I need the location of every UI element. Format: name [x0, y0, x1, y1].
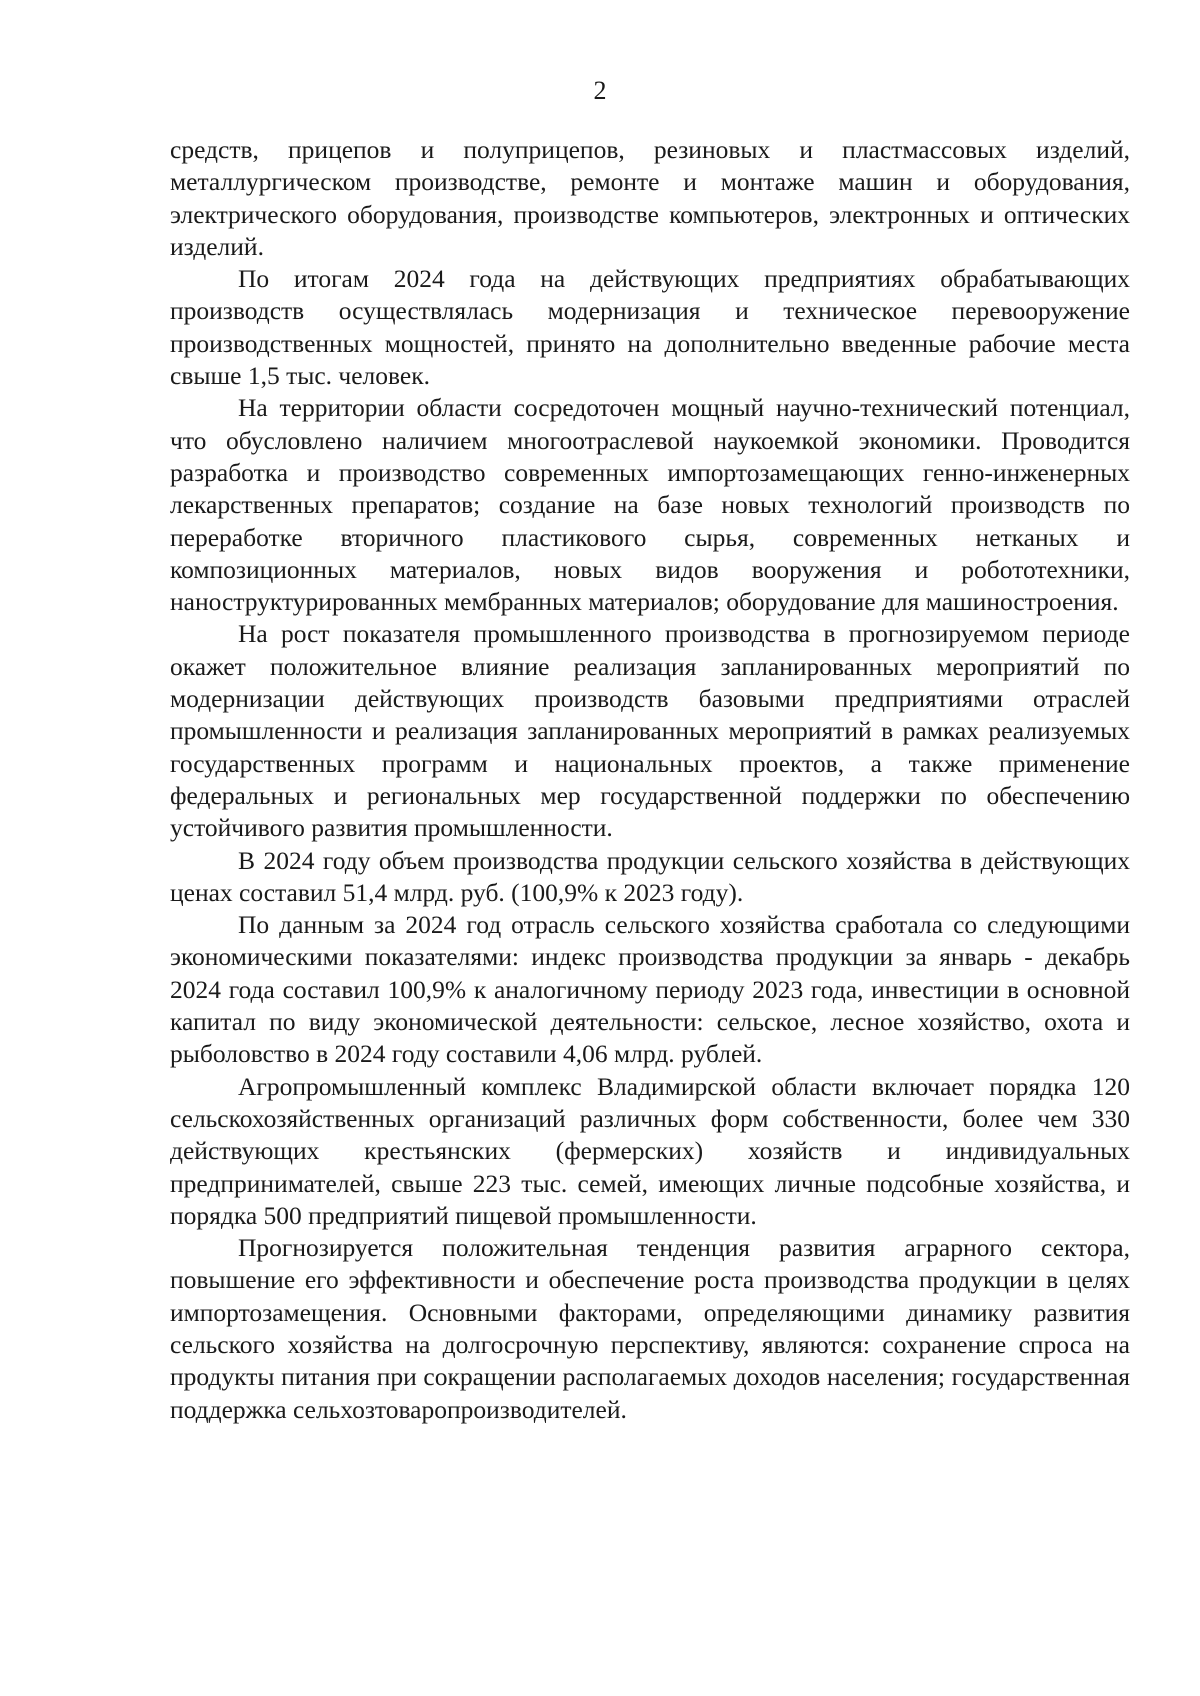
- paragraph-agriculture-indicators: По данным за 2024 год отрасль сельского хозяйства сработала со следующими экономическими показателями: индекс производства продукции за январь - декабрь 2024 года составил 100,9% к аналогичному периоду 2023 года, инвестиции в основной капитал по виду экономической деятельности: сельское, лесное хозяйство, охота и рыболовство в 2024 году составили 4,06 млрд. рублей.: [170, 910, 1130, 1069]
- paragraph-agrarian-forecast: Прогнозируется положительная тенденция развития аграрного сектора, повышение его эффективности и обеспечение роста производства продукции в целях импортозамещения. Основными факторами, определяющими динамику развития сельского хозяйства на долгосрочную перспективу, являются: сохранение спроса на продукты питания при сокращении располагаемых доходов населения; государственная поддержка сельхозтоваропроизводителей.: [170, 1233, 1130, 1424]
- paragraph-agriculture-output: В 2024 году объем производства продукции сельского хозяйства в действующих ценах составил 51,4 млрд. руб. (100,9% к 2023 году).: [170, 845, 1130, 907]
- document-body: [170, 134, 1130, 1426]
- paragraph-industrial-growth: На рост показателя промышленного производства в прогнозируемом периоде окажет положительное влияние реализация запланированных мероприятий по модернизации действующих производств базовыми предприятиями отраслей промышленности и реализация запланированных мероприятий в рамках реализуемых государственных программ и национальных проектов, а также применение федеральных и региональных мер государственной поддержки по обеспечению устойчивого развития промышленности.: [170, 619, 1130, 843]
- paragraph-agro-complex: Агропромышленный комплекс Владимирской области включает порядка 120 сельскохозяйственных организаций различных форм собственности, более чем 330 действующих крестьянских (фермерских) хозяйств и индивидуальных предпринимателей, свыше 223 тыс. семей, имеющих личные подсобные хозяйства, и порядка 500 предприятий пищевой промышленности.: [170, 1071, 1130, 1230]
- page-number: 2: [593, 76, 607, 105]
- paragraph-scientific-potential: На территории области сосредоточен мощный научно-технический потенциал, что обусловлено наличием многоотраслевой наукоемкой экономики. Проводится разработка и производство современных импортозамещающих генно-инженерных лекарственных препаратов; создание на базе новых технологий производств по переработке вторичного пластикового сырья, современных нетканых и композиционных материалов, новых видов вооружения и робототехники, наноструктурированных мембранных материалов; оборудование для машиностроения.: [170, 393, 1130, 617]
- paragraph-modernization: По итогам 2024 года на действующих предприятиях обрабатывающих производств осуществлялась модернизация и техническое перевооружение производственных мощностей, принято на дополнительно введенные рабочие места свыше 1,5 тыс. человек.: [170, 264, 1130, 391]
- paragraph-continuation: средств, прицепов и полуприцепов, резиновых и пластмассовых изделий, металлургическом производстве, ремонте и монтаже машин и оборудования, электрического оборудования, производстве компьютеров, электронных и оптических изделий.: [170, 135, 1130, 261]
